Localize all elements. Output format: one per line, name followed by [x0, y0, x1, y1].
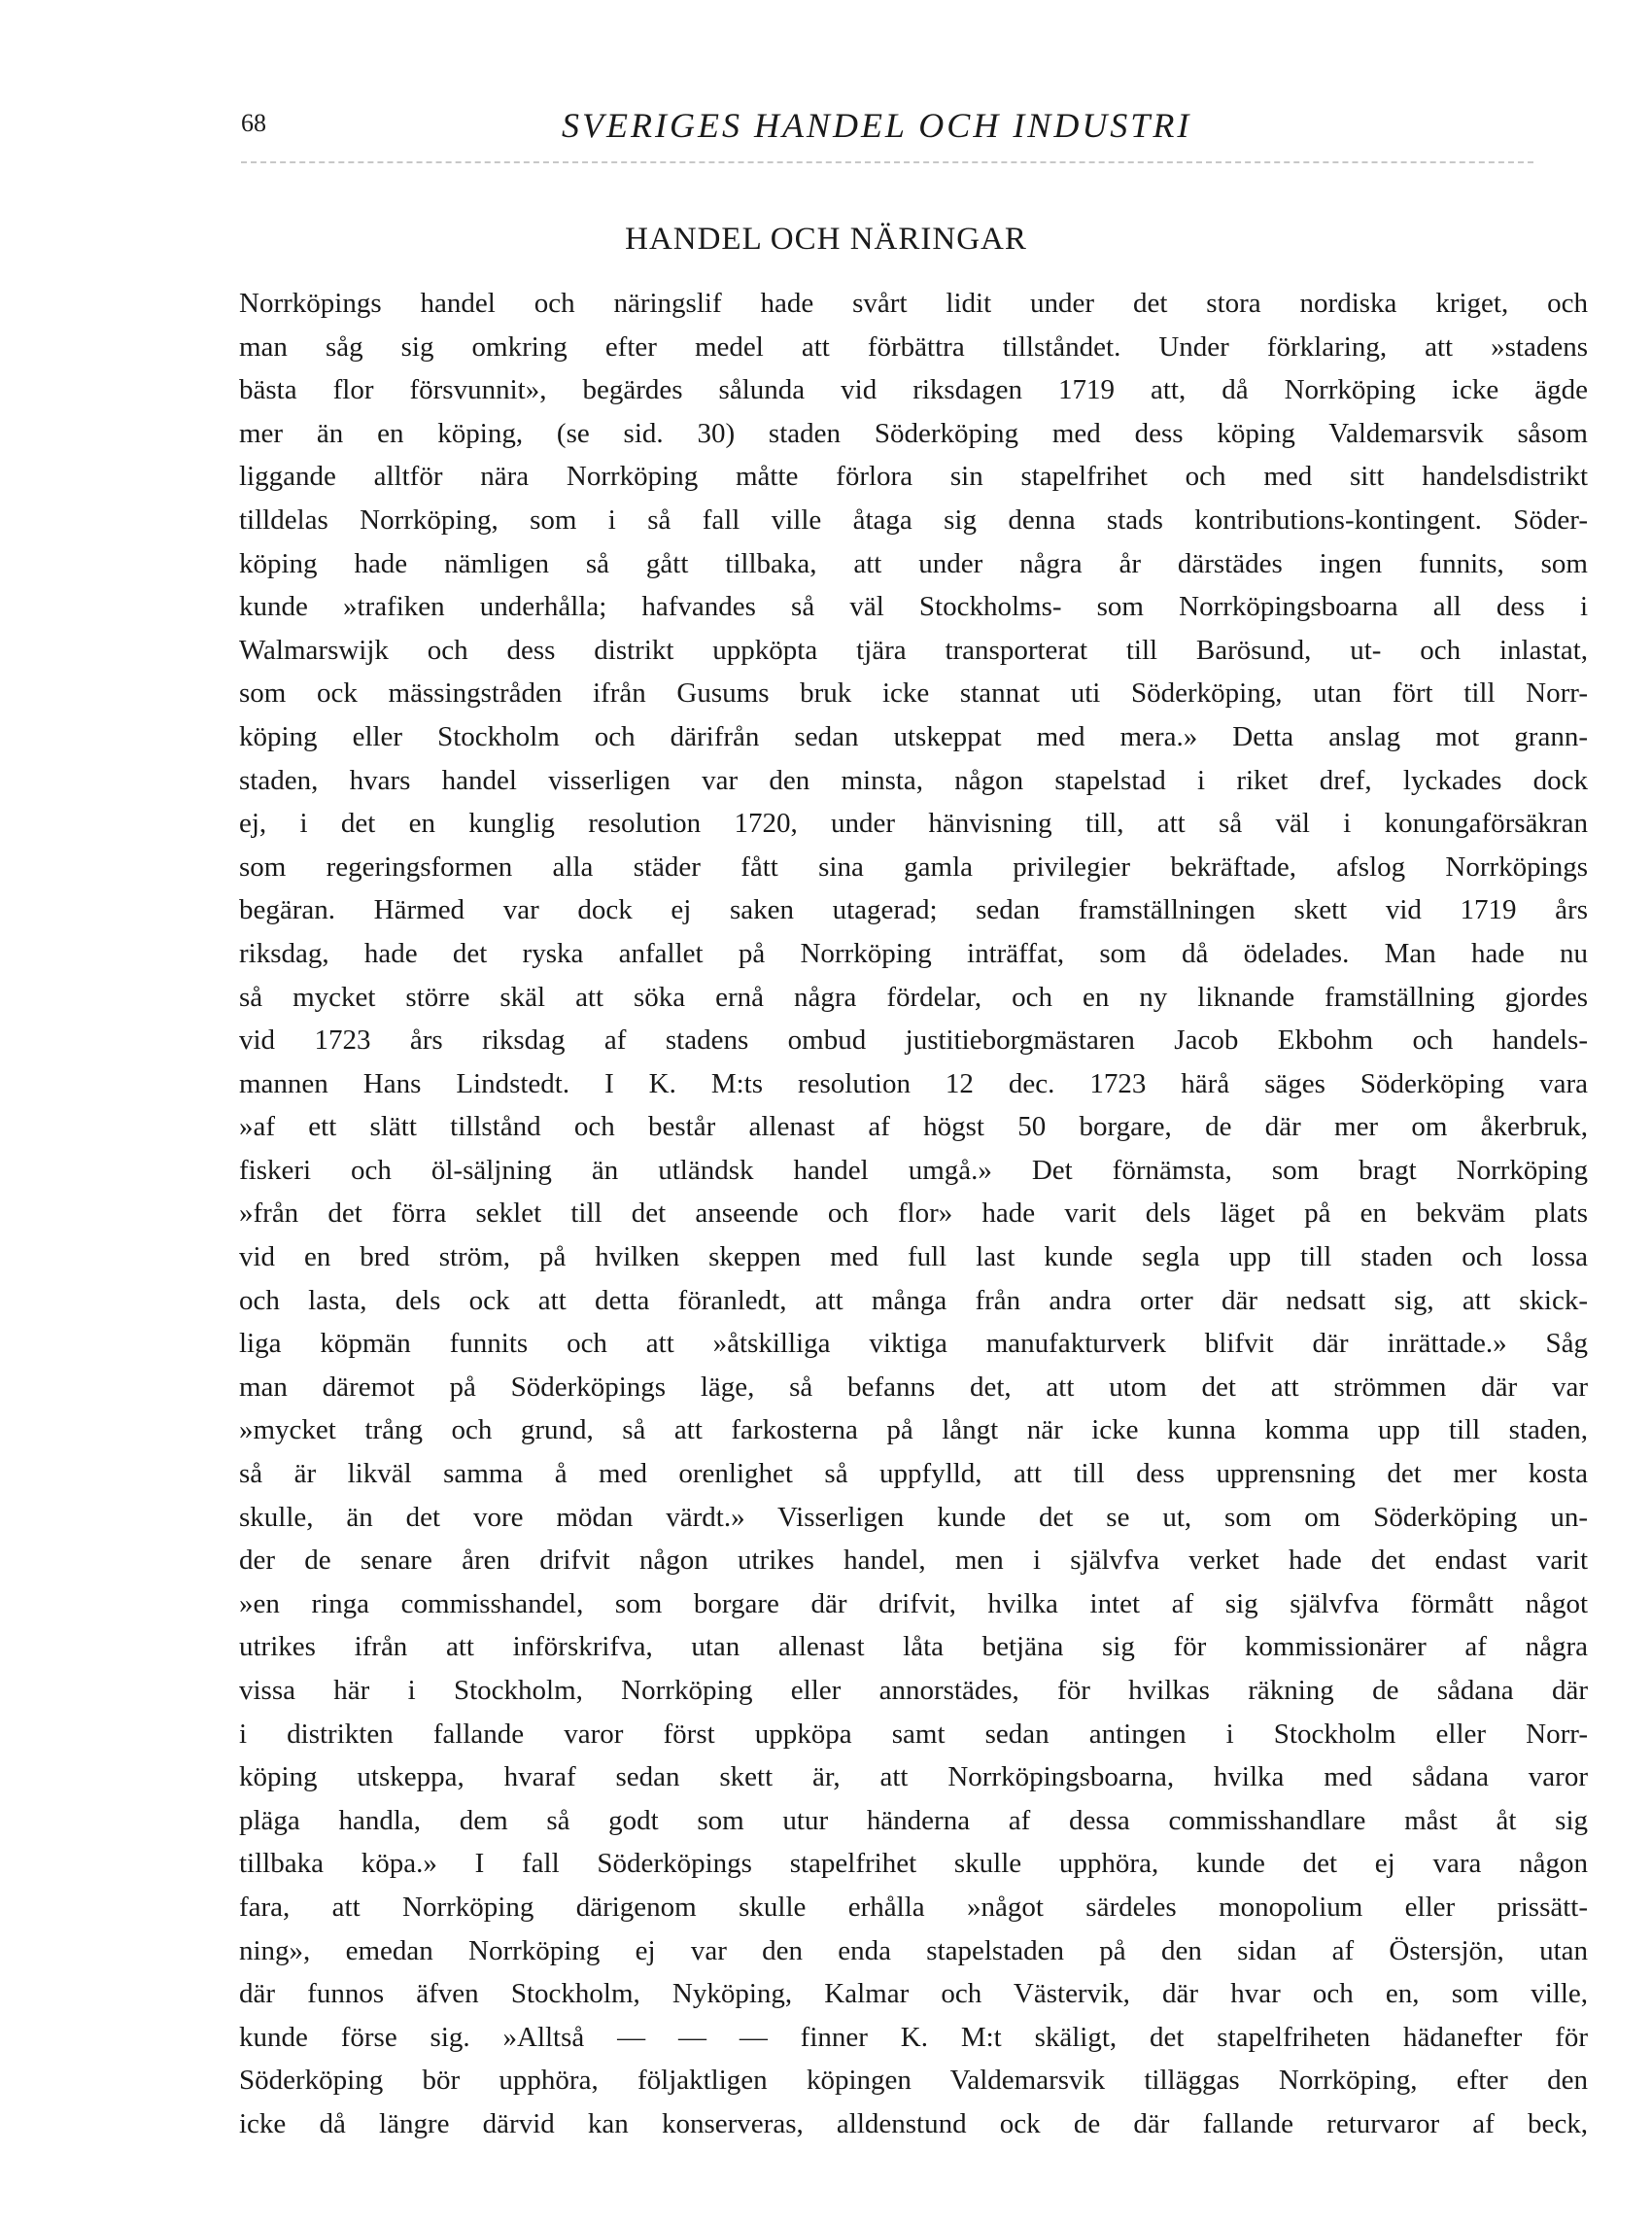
text-line: tillbaka köpa.» I fall Söderköpings stapelfrihet skulle upphöra, kunde det ej vara någon	[239, 1848, 1588, 1880]
running-title: SVERIGES HANDEL OCH INDUSTRI	[562, 106, 1192, 145]
text-line: kunde förse sig. »Alltså — — — finner K. M:t skäligt, det stapelfriheten hädanefter för	[239, 2021, 1588, 2053]
text-line: Walmarswijk och dess distrikt uppköpta tjära transporterat till Barösund, ut- och inlastat,	[239, 634, 1588, 666]
text-line: i distrikten fallande varor först uppköpa samt sedan antingen i Stockholm eller Norr-	[239, 1718, 1588, 1750]
text-line: skulle, än det vore mödan värdt.» Visserligen kunde det se ut, som om Söderköping un-	[239, 1501, 1588, 1533]
text-line: vid en bred ström, på hvilken skeppen med full last kunde segla upp till staden och lossa	[239, 1241, 1588, 1273]
page-number: 68	[241, 109, 266, 137]
text-line: så är likväl samma å med orenlighet så uppfylld, att till dess upprensning det mer kosta	[239, 1458, 1588, 1490]
text-line: man såg sig omkring efter medel att förbättra tillståndet. Under förklaring, att »stadens	[239, 330, 1588, 363]
text-line: staden, hvars handel visserligen var den minsta, någon stapelstad i riket dref, lyckades dock	[239, 764, 1588, 796]
text-line: som ock mässingstråden ifrån Gusums bruk icke stannat uti Söderköping, utan fört till Norr-	[239, 677, 1588, 710]
text-line: man däremot på Söderköpings läge, så befanns det, att utom det att strömmen där var	[239, 1371, 1588, 1403]
text-line: och lasta, dels ock att detta föranledt, att många från andra orter där nedsatt sig, att skick-	[239, 1284, 1588, 1316]
text-line: »från det förra seklet till det anseende och flor» hade varit dels läget på en bekväm plats	[239, 1198, 1588, 1230]
text-line: bästa flor försvunnit», begärdes sålunda vid riksdagen 1719 att, då Norrköping icke ägde	[239, 374, 1588, 406]
text-line: pläga handla, dem så godt som utur händerna af dessa commisshandlare måst åt sig	[239, 1804, 1588, 1836]
text-line: »af ett slätt tillstånd och består allenast af högst 50 borgare, de där mer om åkerbruk,	[239, 1111, 1588, 1143]
text-line: mannen Hans Lindstedt. I K. M:ts resolution 12 dec. 1723 härå säges Söderköping vara	[239, 1067, 1588, 1099]
text-line: riksdag, hade det ryska anfallet på Norrköping inträffat, som då ödelades. Man hade nu	[239, 937, 1588, 969]
body-text	[239, 282, 1588, 2146]
text-line: köping eller Stockholm och därifrån sedan utskeppat med mera.» Detta anslag mot grann-	[239, 720, 1588, 752]
running-header	[241, 105, 1582, 154]
text-line: »mycket trång och grund, så att farkosterna på långt när icke kunna komma upp till staden,	[239, 1414, 1588, 1446]
text-line: liggande alltför nära Norrköping måtte förlora sin stapelfrihet och med sitt handelsdistrikt	[239, 461, 1588, 493]
text-line: der de senare åren drifvit någon utrikes handel, men i självfva verket hade det endast varit	[239, 1545, 1588, 1577]
text-line: icke då längre därvid kan konserveras, alldenstund ock de där fallande returvaror af beck,	[239, 2107, 1588, 2139]
text-line: utrikes ifrån att införskrifva, utan allenast låta betjäna sig för kommissionärer af några	[239, 1631, 1588, 1663]
text-line: mer än en köping, (se sid. 30) staden Söderköping med dess köping Valdemarsvik såsom	[239, 417, 1588, 449]
text-line: vissa här i Stockholm, Norrköping eller annorstädes, för hvilkas räkning de sådana där	[239, 1675, 1588, 1706]
text-line: kunde »trafiken underhålla; hafvandes så väl Stockholms- som Norrköpingsboarna all dess i	[239, 591, 1588, 623]
text-line: som regeringsformen alla städer fått sina gamla privilegier bekräftade, afslog Norrköpings	[239, 851, 1588, 883]
text-line: liga köpmän funnits och att »åtskilliga viktiga manufakturverk blifvit där inrättade.» Såg	[239, 1328, 1588, 1360]
text-line: fiskeri och öl-säljning än utländsk handel umgå.» Det förnämsta, som bragt Norrköping	[239, 1154, 1588, 1186]
header-divider	[241, 161, 1533, 165]
text-line: »en ringa commisshandel, som borgare där drifvit, hvilka intet af sig självfva förmått något	[239, 1587, 1588, 1619]
text-line: så mycket större skäl att söka ernå några fördelar, och en ny liknande framställning gjordes	[239, 981, 1588, 1013]
text-line: ej, i det en kunglig resolution 1720, under hänvisning till, att så väl i konungaförsäkran	[239, 808, 1588, 840]
text-line: där funnos äfven Stockholm, Nyköping, Kalmar och Västervik, där hvar och en, som ville,	[239, 1978, 1588, 2010]
text-line: köping hade nämligen så gått tillbaka, att under några år därstädes ingen funnits, som	[239, 547, 1588, 579]
section-heading: HANDEL OCH NÄRINGAR	[625, 222, 1027, 257]
text-line: Norrköpings handel och näringslif hade svårt lidit under det stora nordiska kriget, och	[239, 288, 1588, 319]
text-line: ning», emedan Norrköping ej var den enda stapelstaden på den sidan af Östersjön, utan	[239, 1934, 1588, 1966]
text-line: vid 1723 års riksdag af stadens ombud justitieborgmästaren Jacob Ekbohm och handels-	[239, 1025, 1588, 1057]
text-line: fara, att Norrköping därigenom skulle erhålla »något särdeles monopolium eller prissätt-	[239, 1891, 1588, 1923]
text-line: begäran. Härmed var dock ej saken utagerad; sedan framställningen skett vid 1719 års	[239, 894, 1588, 926]
text-line: köping utskeppa, hvaraf sedan skett är, att Norrköpingsboarna, hvilka med sådana varor	[239, 1761, 1588, 1793]
text-line: tilldelas Norrköping, som i så fall ville åtaga sig denna stads kontributions-kontingent. Söder-	[239, 504, 1588, 536]
text-line: Söderköping bör upphöra, följaktligen köpingen Valdemarsvik tilläggas Norrköping, efter den	[239, 2065, 1588, 2097]
